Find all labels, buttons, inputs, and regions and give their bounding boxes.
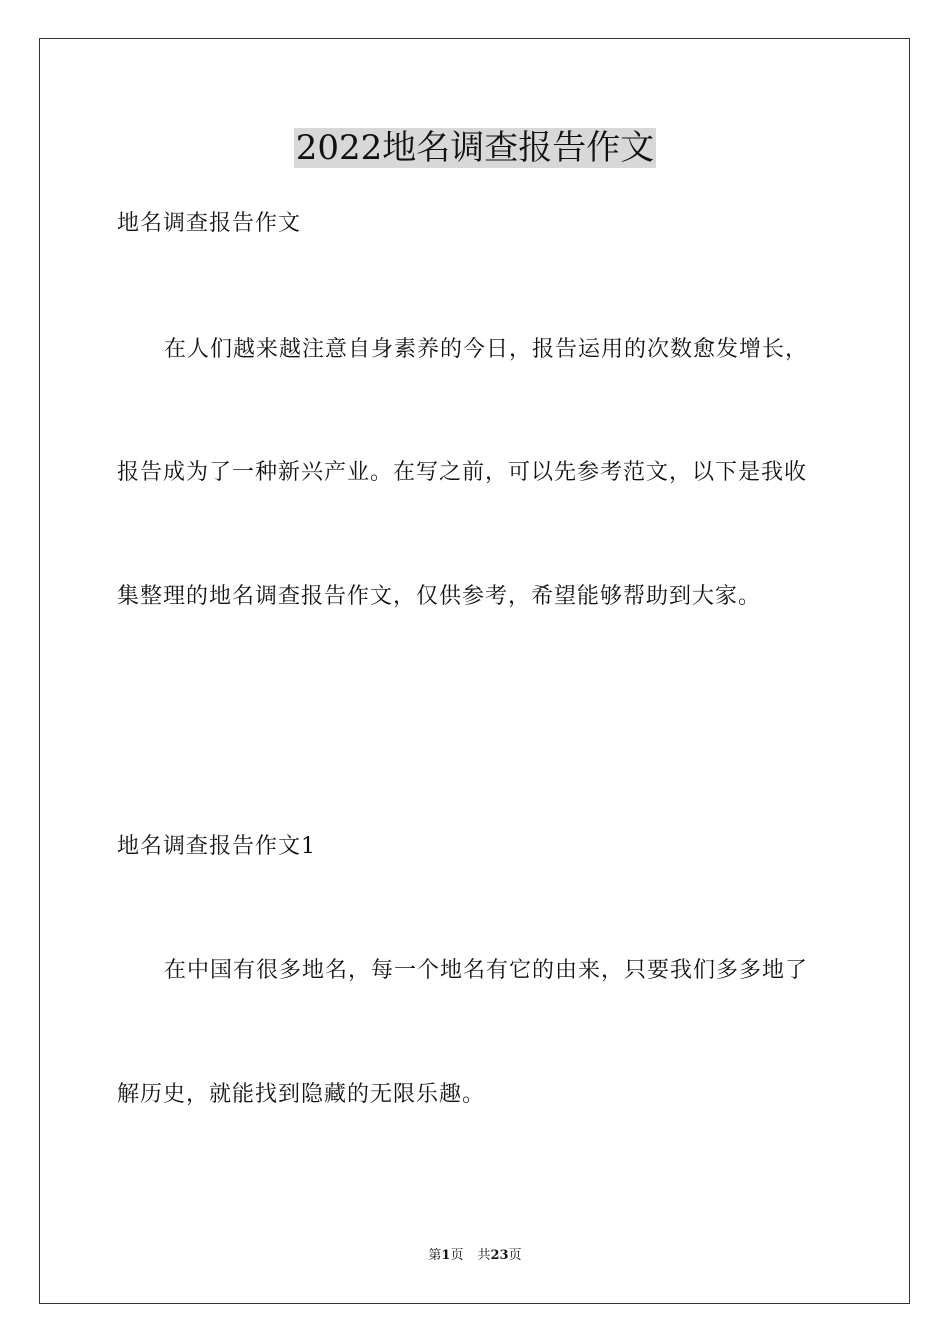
page-footer (0, 1247, 950, 1265)
page-suffix: 页 (450, 1248, 464, 1263)
paragraph-line: 在人们越来越注意自身素养的今日，报告运用的次数愈发增长， (164, 337, 809, 362)
page-prefix: 第 (428, 1248, 442, 1263)
total-suffix: 页 (508, 1248, 522, 1263)
document-title (0, 126, 950, 170)
page-number: 1 (441, 1248, 451, 1263)
paragraph-line: 集整理的地名调查报告作文，仅供参考，希望能够帮助到大家。 (117, 584, 762, 609)
section-heading: 地名调查报告作文1 (117, 834, 316, 859)
total-pages: 23 (490, 1248, 509, 1263)
total-prefix: 共 (477, 1248, 491, 1263)
paragraph-line: 在中国有很多地名，每一个地名有它的由来，只要我们多多地了 (164, 958, 809, 983)
paragraph-line: 解历史，就能找到隐藏的无限乐趣。 (117, 1082, 486, 1107)
paragraph-line: 报告成为了一种新兴产业。在写之前，可以先参考范文，以下是我收 (117, 460, 808, 485)
document-title-text: 2022地名调查报告作文 (295, 128, 655, 168)
document-subtitle: 地名调查报告作文 (117, 211, 302, 236)
